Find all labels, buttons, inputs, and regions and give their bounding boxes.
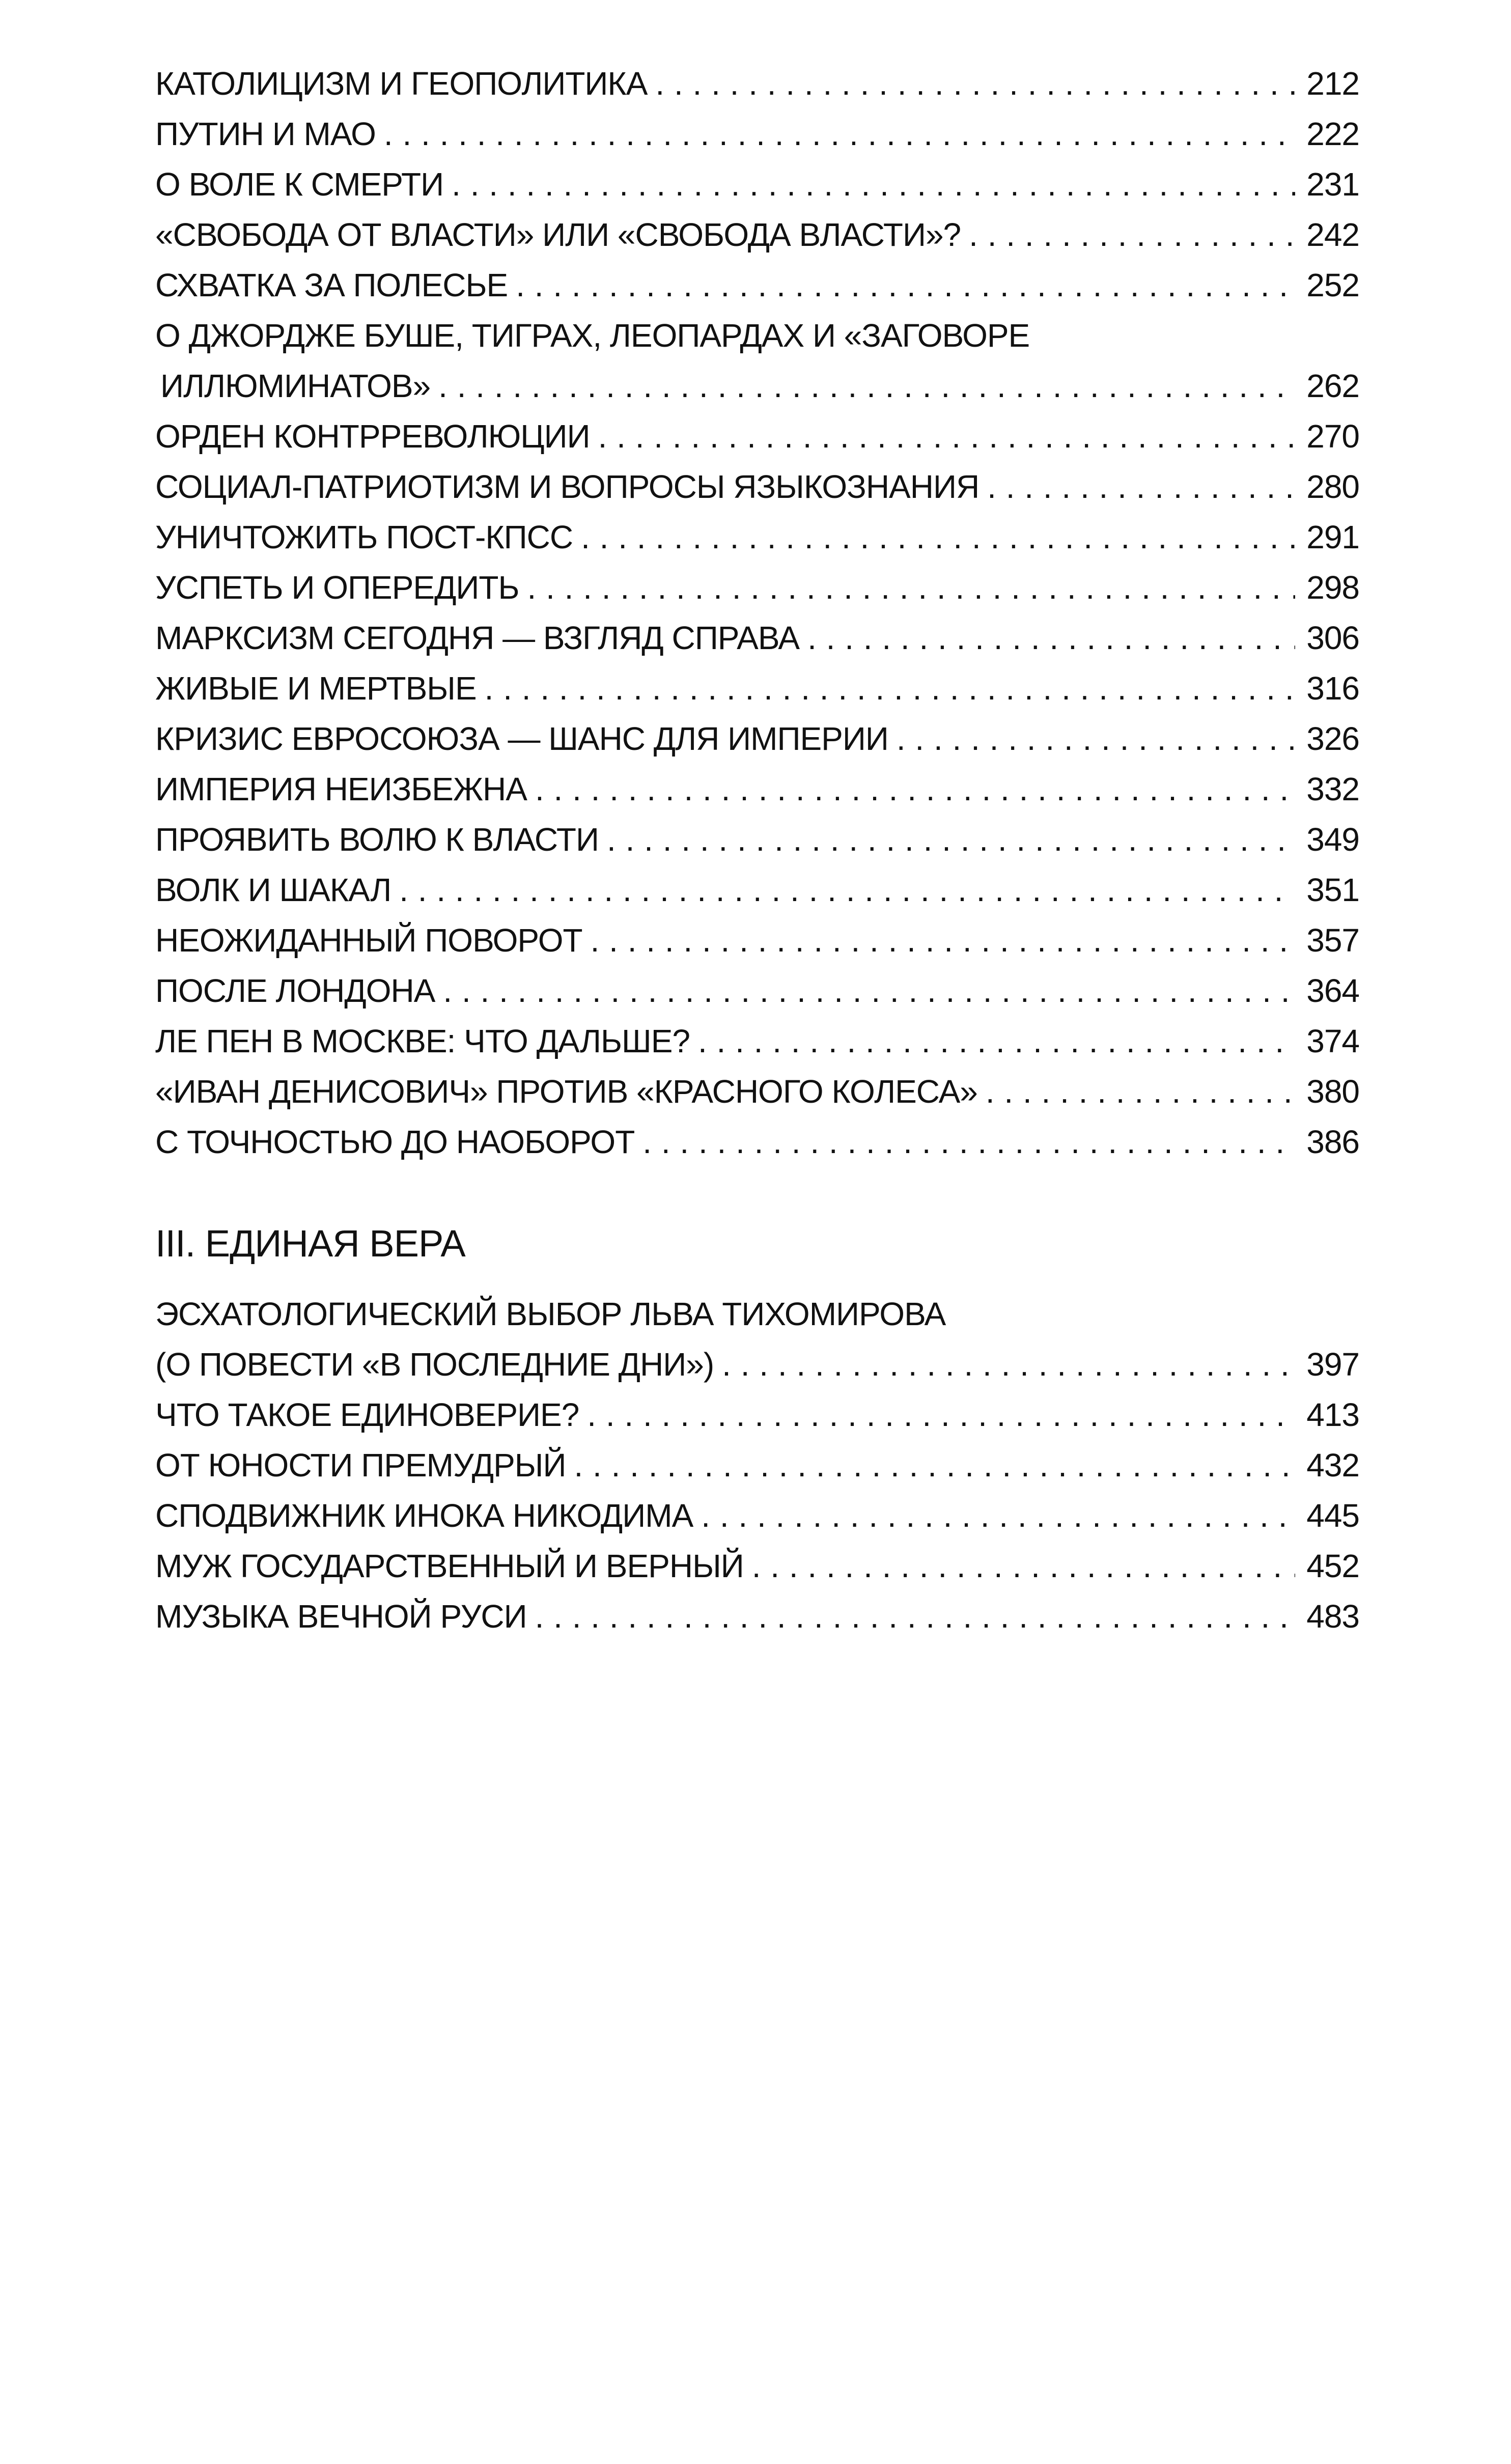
toc-list-section3 [155, 1289, 1359, 1642]
dot-leader [986, 1067, 1295, 1117]
dot-leader [969, 210, 1295, 260]
toc-entry [155, 109, 1359, 159]
dot-leader [516, 260, 1295, 311]
toc-entry [155, 1067, 1359, 1117]
dot-leader [438, 361, 1295, 411]
toc-entry [155, 966, 1359, 1016]
dot-leader [752, 1541, 1295, 1591]
toc-entry [155, 1390, 1359, 1440]
toc-entry-page: 291 [1306, 519, 1359, 555]
toc-entry-page: 252 [1306, 267, 1359, 303]
toc-entry [155, 764, 1359, 815]
toc-entry-page: 374 [1306, 1023, 1359, 1059]
dot-leader [987, 462, 1295, 512]
toc-entry-title: КАТОЛИЦИЗМ И ГЕОПОЛИТИКА [155, 65, 648, 102]
toc-entry-page: 332 [1306, 771, 1359, 807]
dot-leader [443, 966, 1295, 1016]
toc-entry-title: СОЦИАЛ-ПАТРИОТИЗМ И ВОПРОСЫ ЯЗЫКОЗНАНИЯ [155, 468, 980, 505]
toc-entry-title: О ВОЛЕ К СМЕРТИ [155, 166, 444, 203]
toc-entry-page: 432 [1306, 1447, 1359, 1483]
dot-leader [535, 764, 1295, 815]
toc-entry-title: МУЖ ГОСУДАРСТВЕННЫЙ И ВЕРНЫЙ [155, 1548, 744, 1584]
toc-entry-page: 280 [1306, 468, 1359, 505]
toc-entry [155, 613, 1359, 663]
toc-entry-page: 452 [1306, 1548, 1359, 1584]
toc-entry-title-line1: О ДЖОРДЖЕ БУШЕ, ТИГРАХ, ЛЕОПАРДАХ И «ЗАГОВОРЕ [155, 317, 1030, 354]
dot-leader [574, 1440, 1295, 1491]
toc-entry-page: 326 [1306, 720, 1359, 757]
table-of-contents [155, 59, 1359, 1642]
toc-entry-page: 306 [1306, 620, 1359, 656]
toc-entry-title: КРИЗИС ЕВРОСОЮЗА — ШАНС ДЛЯ ИМПЕРИИ [155, 720, 888, 757]
dot-leader [485, 663, 1295, 714]
toc-entry-page: 349 [1306, 821, 1359, 858]
toc-entry-page: 212 [1306, 65, 1359, 102]
toc-entry-multiline [155, 311, 1359, 411]
toc-entry [155, 915, 1359, 966]
toc-entry-continuation [155, 361, 1359, 411]
toc-entry-multiline [155, 1289, 1359, 1390]
toc-entry-title: ИМПЕРИЯ НЕИЗБЕЖНА [155, 771, 527, 807]
toc-entry-page: 262 [1306, 368, 1359, 404]
toc-entry-title: МУЗЫКА ВЕЧНОЙ РУСИ [155, 1598, 527, 1635]
toc-entry-title: ОТ ЮНОСТИ ПРЕМУДРЫЙ [155, 1447, 566, 1483]
toc-entry-page: 351 [1306, 872, 1359, 908]
toc-entry [155, 59, 1359, 109]
toc-entry-title-line1: ЭСХАТОЛОГИЧЕСКИЙ ВЫБОР ЛЬВА ТИХОМИРОВА [155, 1296, 946, 1332]
dot-leader [722, 1339, 1295, 1390]
toc-entry-title: НЕОЖИДАННЫЙ ПОВОРОТ [155, 922, 582, 959]
toc-list-part2 [155, 59, 1359, 1167]
toc-entry-title: ПУТИН И МАО [155, 116, 376, 152]
toc-entry [155, 1541, 1359, 1591]
dot-leader [655, 59, 1295, 109]
toc-entry [155, 1440, 1359, 1491]
toc-entry [155, 159, 1359, 210]
dot-leader [535, 1591, 1295, 1642]
toc-entry-title: ЛЕ ПЕН В МОСКВЕ: ЧТО ДАЛЬШЕ? [155, 1023, 690, 1059]
toc-entry-title: УНИЧТОЖИТЬ ПОСТ-КПСС [155, 519, 573, 555]
dot-leader [452, 159, 1295, 210]
toc-entry-title: МАРКСИЗМ СЕГОДНЯ — ВЗГЛЯД СПРАВА [155, 620, 800, 656]
toc-entry-page: 397 [1306, 1346, 1359, 1383]
toc-entry [155, 865, 1359, 915]
toc-entry-title: СПОДВИЖНИК ИНОКА НИКОДИМА [155, 1497, 693, 1534]
toc-entry-title: УСПЕТЬ И ОПЕРЕДИТЬ [155, 569, 519, 606]
toc-entry-page: 242 [1306, 216, 1359, 253]
dot-leader [527, 563, 1296, 613]
toc-entry [155, 1491, 1359, 1541]
dot-leader [591, 915, 1295, 966]
dot-leader [642, 1117, 1295, 1167]
toc-entry [155, 260, 1359, 311]
toc-entry-title: «ИВАН ДЕНИСОВИЧ» ПРОТИВ «КРАСНОГО КОЛЕСА» [155, 1073, 977, 1110]
toc-entry [155, 411, 1359, 462]
toc-entry-page: 298 [1306, 569, 1359, 606]
toc-entry-title: С ТОЧНОСТЬЮ ДО НАОБОРОТ [155, 1124, 635, 1160]
toc-entry-title: «СВОБОДА ОТ ВЛАСТИ» ИЛИ «СВОБОДА ВЛАСТИ»? [155, 216, 961, 253]
toc-entry-title: ВОЛК И ШАКАЛ [155, 872, 391, 908]
toc-entry-title: СХВАТКА ЗА ПОЛЕСЬЕ [155, 267, 508, 303]
dot-leader [897, 714, 1295, 764]
toc-entry [155, 714, 1359, 764]
toc-entry-title: ЖИВЫЕ И МЕРТВЫЕ [155, 670, 477, 707]
dot-leader [399, 865, 1295, 915]
toc-entry [155, 1591, 1359, 1642]
toc-entry-title: ЧТО ТАКОЕ ЕДИНОВЕРИЕ? [155, 1396, 579, 1433]
toc-entry-title: ПОСЛЕ ЛОНДОНА [155, 972, 435, 1009]
toc-entry-page: 413 [1306, 1396, 1359, 1433]
toc-entry-page: 231 [1306, 166, 1359, 203]
toc-entry-page: 364 [1306, 972, 1359, 1009]
dot-leader [607, 815, 1295, 865]
toc-entry-page: 316 [1306, 670, 1359, 707]
dot-leader [384, 109, 1295, 159]
toc-entry [155, 210, 1359, 260]
toc-entry-page: 386 [1306, 1124, 1359, 1160]
dot-leader [587, 1390, 1295, 1440]
toc-entry-page: 483 [1306, 1598, 1359, 1635]
toc-entry-page: 222 [1306, 116, 1359, 152]
toc-entry [155, 563, 1359, 613]
toc-entry [155, 1117, 1359, 1167]
toc-entry-title-line2: ИЛЛЮМИНАТОВ» [160, 368, 431, 404]
dot-leader [807, 613, 1295, 663]
toc-entry-page: 445 [1306, 1497, 1359, 1534]
dot-leader [698, 1016, 1295, 1067]
toc-entry-continuation [155, 1339, 1359, 1390]
toc-entry-title: ПРОЯВИТЬ ВОЛЮ К ВЛАСТИ [155, 821, 599, 858]
dot-leader [701, 1491, 1295, 1541]
toc-entry [155, 815, 1359, 865]
toc-entry-title: ОРДЕН КОНТРРЕВОЛЮЦИИ [155, 418, 590, 455]
toc-entry-page: 357 [1306, 922, 1359, 959]
toc-entry [155, 462, 1359, 512]
toc-entry-title-line2: (О ПОВЕСТИ «В ПОСЛЕДНИЕ ДНИ») [155, 1346, 714, 1383]
toc-entry [155, 1016, 1359, 1067]
toc-entry-page: 380 [1306, 1073, 1359, 1110]
toc-entry [155, 512, 1359, 563]
section-heading: III. ЕДИНАЯ ВЕРА [155, 1222, 465, 1265]
dot-leader [598, 411, 1295, 462]
toc-entry [155, 663, 1359, 714]
dot-leader [581, 512, 1295, 563]
toc-entry-page: 270 [1306, 418, 1359, 455]
